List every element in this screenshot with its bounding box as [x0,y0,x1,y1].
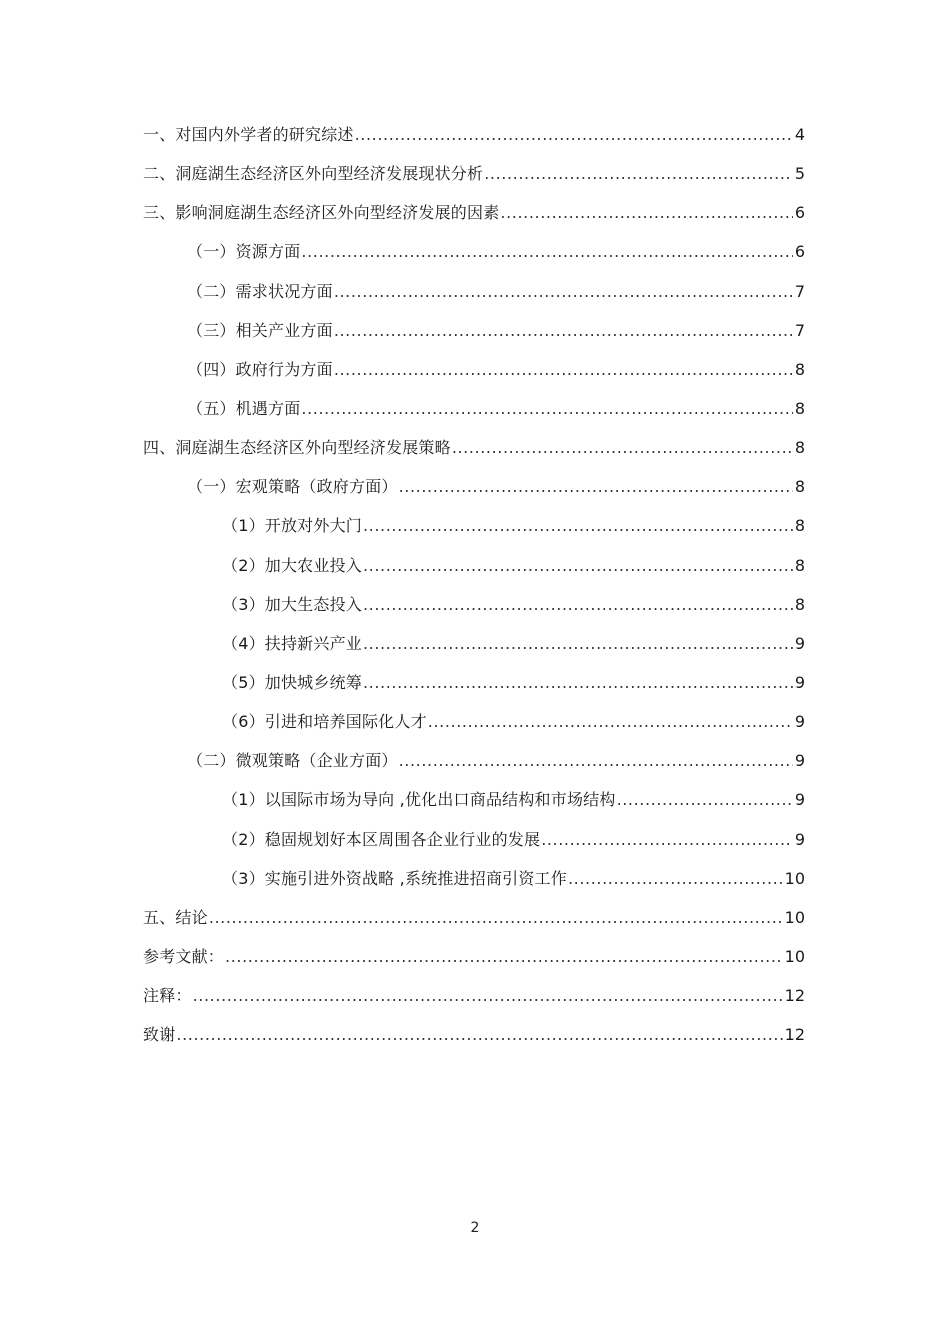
toc-entry-title: （6）引进和培养国际化人才 [222,712,427,732]
toc-entry-title: 致谢 [143,1025,176,1045]
toc-dot-leader [209,903,783,933]
toc-entry-page: 9 [794,790,805,810]
toc-entry[interactable] [143,942,805,981]
toc-entry-page: 10 [784,946,805,966]
toc-entry[interactable] [143,903,805,942]
toc-entry-title: 四、洞庭湖生态经济区外向型经济发展策略 [143,438,451,458]
toc-entry-page: 8 [794,359,805,379]
toc-entry-page: 8 [794,398,805,418]
toc-dot-leader [428,707,793,737]
toc-dot-leader [363,590,793,620]
toc-entry-title: （3）加大生态投入 [222,594,362,614]
toc-dot-leader [363,511,793,541]
toc-entry[interactable] [143,668,805,707]
toc-dot-leader [452,433,793,463]
toc-dot-leader [301,237,792,267]
toc-dot-leader [541,825,793,855]
toc-entry[interactable] [143,981,805,1020]
toc-dot-leader [399,746,793,776]
toc-entry-page: 10 [784,868,805,888]
toc-entry-title: （3）实施引进外资战略 ,系统推进招商引资工作 [222,868,567,888]
toc-entry-title: （三）相关产业方面 [187,320,333,340]
toc-entry-title: （1）开放对外大门 [222,516,362,536]
toc-entry-page: 6 [794,203,805,223]
toc-entry[interactable] [143,198,805,237]
toc-dot-leader [363,629,793,659]
toc-dot-leader [225,942,783,972]
toc-entry-page: 9 [794,829,805,849]
toc-dot-leader [484,159,793,189]
toc-dot-leader [176,1020,782,1050]
toc-entry-page: 8 [794,516,805,536]
toc-entry-title: （二）微观策略（企业方面） [187,751,398,771]
toc-entry-page: 8 [794,438,805,458]
toc-entry-title: （2）加大农业投入 [222,555,362,575]
toc-entry[interactable] [143,316,805,355]
toc-entry[interactable] [143,864,805,903]
toc-entry-title: 注释： [143,986,192,1006]
toc-entry-title: （五）机遇方面 [187,398,301,418]
toc-dot-leader [355,120,793,150]
toc-entry[interactable] [143,120,805,159]
toc-entry-page: 9 [794,751,805,771]
toc-entry-title: （二）需求状况方面 [187,281,333,301]
toc-entry[interactable] [143,394,805,433]
toc-entry-title: （2）稳固规划好本区周围各企业行业的发展 [222,829,541,849]
toc-entry-page: 8 [794,555,805,575]
toc-entry-page: 5 [794,164,805,184]
toc-entry-page: 7 [794,320,805,340]
toc-dot-leader [617,785,793,815]
toc-dot-leader [193,981,783,1011]
toc-entry-title: 五、结论 [143,907,208,927]
toc-entry[interactable] [143,746,805,785]
toc-entry-title: （1）以国际市场为导向 ,优化出口商品结构和市场结构 [222,790,616,810]
toc-entry[interactable] [143,472,805,511]
toc-entry[interactable] [143,277,805,316]
toc-dot-leader [334,277,793,307]
toc-entry-title: 二、洞庭湖生态经济区外向型经济发展现状分析 [143,164,484,184]
toc-entry[interactable] [143,237,805,276]
toc-dot-leader [334,355,793,385]
toc-entry-title: （一）宏观策略（政府方面） [187,477,398,497]
toc-dot-leader [334,316,793,346]
toc-entry[interactable] [143,159,805,198]
toc-entry[interactable] [143,355,805,394]
toc-entry-title: （一）资源方面 [187,242,301,262]
table-of-contents [143,120,805,1059]
toc-entry[interactable] [143,1020,805,1059]
toc-entry[interactable] [143,629,805,668]
toc-dot-leader [568,864,783,894]
toc-entry[interactable] [143,785,805,824]
toc-dot-leader [363,551,793,581]
toc-entry-title: 参考文献： [143,946,225,966]
toc-entry-title: （5）加快城乡统筹 [222,672,362,692]
toc-entry[interactable] [143,825,805,864]
toc-entry-title: （四）政府行为方面 [187,359,333,379]
toc-entry-page: 12 [784,986,805,1006]
toc-entry-page: 4 [794,125,805,144]
toc-entry-page: 9 [794,712,805,732]
toc-entry-title: 三、影响洞庭湖生态经济区外向型经济发展的因素 [143,203,500,223]
toc-entry[interactable] [143,590,805,629]
toc-entry-page: 8 [794,477,805,497]
toc-dot-leader [500,198,792,228]
toc-dot-leader [363,668,793,698]
toc-entry[interactable] [143,511,805,550]
toc-entry-page: 9 [794,633,805,653]
toc-entry-title: 一、对国内外学者的研究综述 [143,125,354,144]
toc-entry[interactable] [143,707,805,746]
toc-entry-page: 9 [794,672,805,692]
toc-dot-leader [301,394,792,424]
page-number: 2 [470,1220,480,1236]
toc-entry[interactable] [143,551,805,590]
toc-entry-page: 8 [794,594,805,614]
toc-dot-leader [399,472,793,502]
toc-entry-page: 7 [794,281,805,301]
toc-entry-page: 10 [784,907,805,927]
toc-entry-page: 6 [794,242,805,262]
toc-entry-title: （4）扶持新兴产业 [222,633,362,653]
toc-entry-page: 12 [784,1025,805,1045]
toc-entry[interactable] [143,433,805,472]
